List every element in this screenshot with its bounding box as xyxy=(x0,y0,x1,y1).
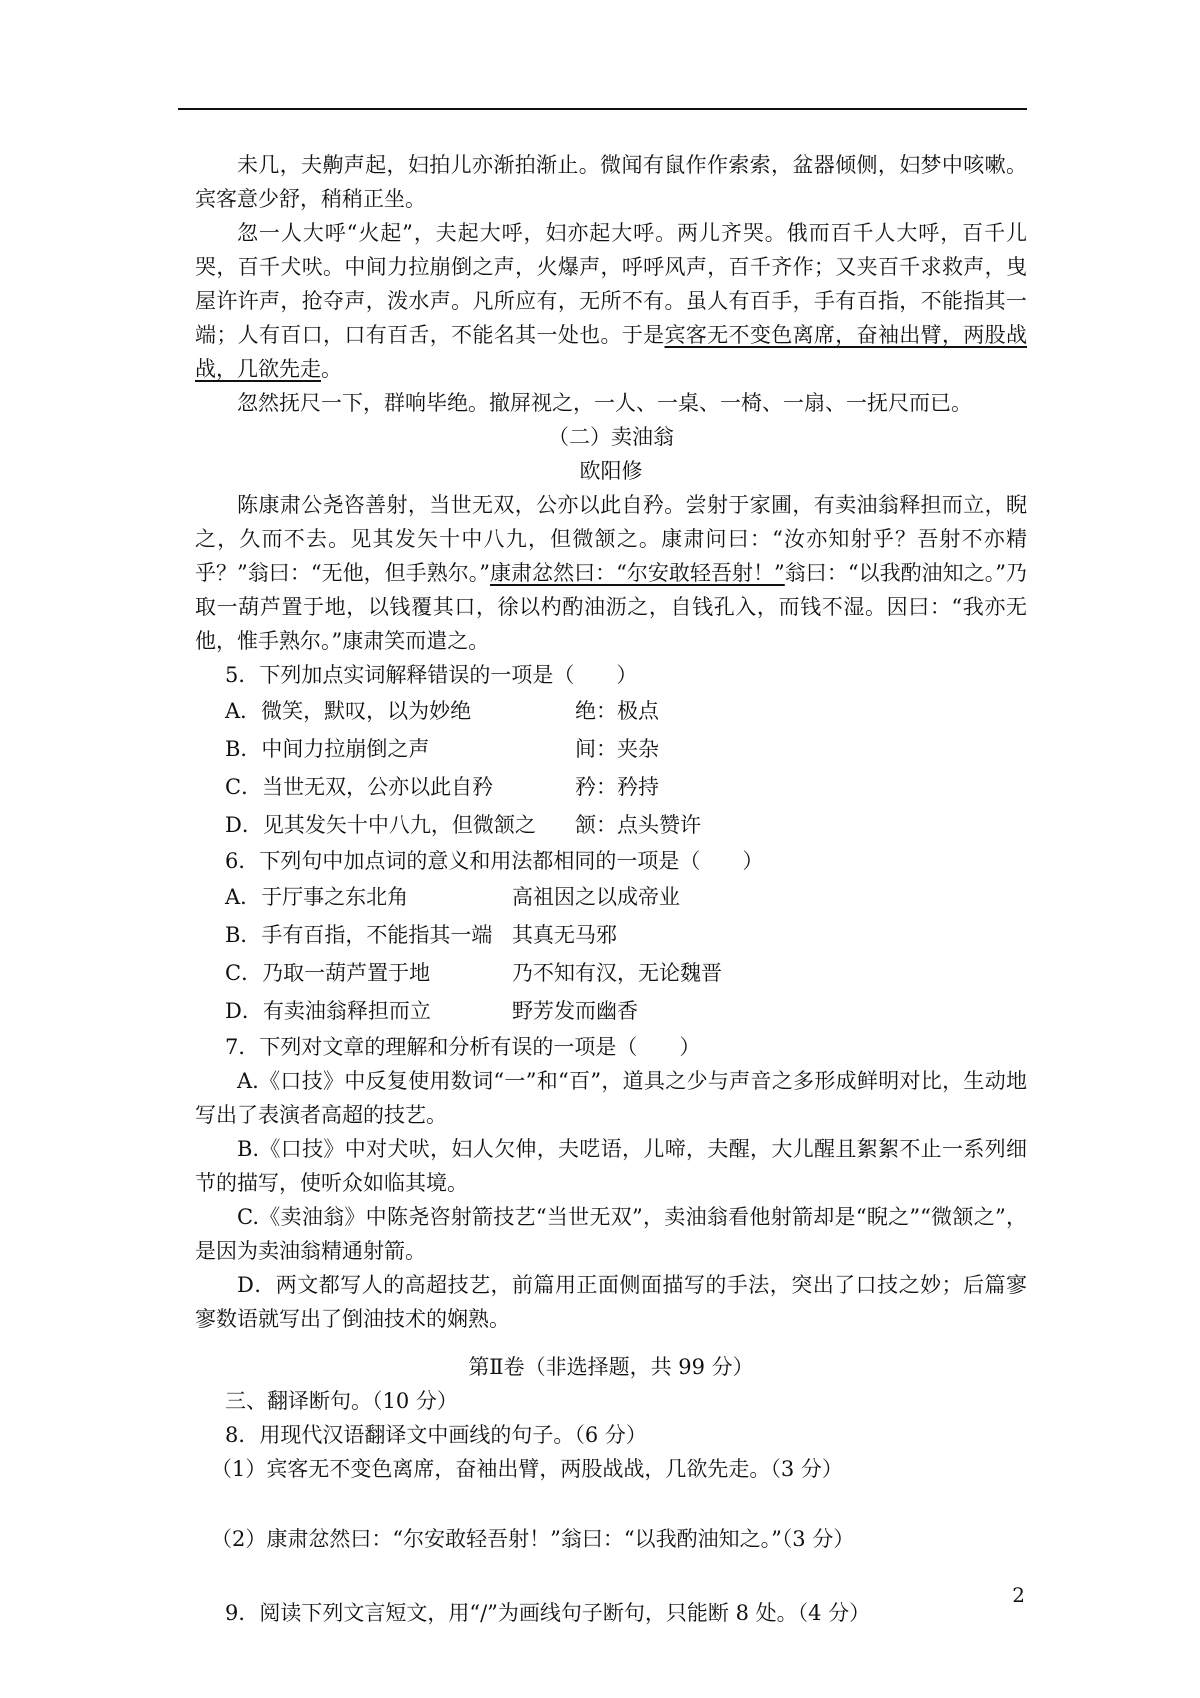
option-text: D．见其发矢十中八九，但微颔之 xyxy=(225,813,536,837)
option-text: B．手有百指，不能指其一端 xyxy=(225,923,493,947)
question-5-stem: 5．下列加点实词解释错误的一项是（ ） xyxy=(225,663,638,687)
kouji-paragraph-2 xyxy=(195,216,1027,386)
question-7-option-c: C.《卖油翁》中陈尧咨射箭技艺“当世无双”，卖油翁看他射箭却是“睨之”“微颔之”，是因为卖油翁精通射箭。 xyxy=(195,1205,1027,1263)
answer-space-8-1 xyxy=(195,1486,1027,1522)
question-6-stem: 6．下列句中加点词的意义和用法都相同的一项是（ ） xyxy=(225,849,764,873)
option-gloss: 间：夹杂 xyxy=(575,737,659,761)
option-gloss: 其真无马邪 xyxy=(512,923,617,947)
question-8-stem: 8．用现代汉语翻译文中画线的句子。（6 分） xyxy=(225,1423,647,1447)
option-text: D．有卖油翁释担而立 xyxy=(225,999,431,1023)
page-number: 2 xyxy=(1012,1583,1025,1607)
question-7-option-b: B.《口技》中对犬吠，妇人欠伸，夫呓语，儿啼，夫醒，大儿醒且絮絮不止一系列细节的描写，使听众如临其境。 xyxy=(195,1137,1027,1195)
kouji-paragraph-2-text: 忽一人大呼“火起”，夫起大呼，妇亦起大呼。两儿齐哭。俄而百千人大呼，百千儿哭，百千犬吠。中间力拉崩倒之声，火爆声，呼呼风声，百千齐作；又夹百千求救声，曳屋许许声，抢夺声，泼水声。凡所应有，无所不有。虽人有百手，手有百指，不能指其一端；人有百口，口有百舌，不能名其一处也。于是 xyxy=(195,221,1027,347)
question-7-option-a: A.《口技》中反复使用数词“一”和“百”，道具之少与声音之多形成鲜明对比，生动地写出了表演者高超的技艺。 xyxy=(195,1069,1027,1127)
kouji-paragraph-2-end: 。 xyxy=(321,357,342,381)
question-5-option-b xyxy=(195,730,1027,768)
header-rule xyxy=(178,108,1027,110)
option-gloss: 高祖因之以成帝业 xyxy=(512,885,680,909)
part-2-heading: 第Ⅱ卷（非选择题，共 99 分） xyxy=(468,1355,754,1379)
spacer xyxy=(195,1336,1027,1350)
question-9-stem: 9．阅读下列文言短文，用“/”为画线句子断句，只能断 8 处。（4 分） xyxy=(225,1601,871,1625)
option-gloss: 乃不知有汉，无论魏晋 xyxy=(512,961,722,985)
maiyouweng-text-a: 陈康肃公尧咨善射，当世无双，公亦以此自矜。尝射于家圃，有卖油翁释担而立，睨之，久而不去。见其发矢十中八九，但微颔之。康肃问曰：“汝亦知射乎？吾射不亦精乎？”翁曰：“无他，但手熟尔。” xyxy=(195,493,1027,585)
maiyouweng-paragraph xyxy=(195,488,1027,658)
passage-author: 欧阳修 xyxy=(579,459,643,483)
option-gloss: 矜：矜持 xyxy=(575,775,659,799)
question-5-option-c xyxy=(195,768,1027,806)
option-gloss: 颔：点头赞许 xyxy=(575,813,701,837)
underlined-sentence-1: 宾客无不变色离席，奋袖出臂，两股战战，几欲先走 xyxy=(195,323,1028,381)
kouji-paragraph-1: 未几，夫齁声起，妇拍儿亦渐拍渐止。微闻有鼠作作索索，盆器倾侧，妇梦中咳嗽。宾客意少舒，稍稍正坐。 xyxy=(195,153,1027,211)
question-6-option-c xyxy=(195,954,1027,992)
option-text: A．微笑，默叹，以为妙绝 xyxy=(225,699,472,723)
page-content xyxy=(195,148,1027,1630)
question-6-option-d xyxy=(195,992,1027,1030)
underlined-sentence-2: 康肃忿然曰：“尔安敢轻吾射！” xyxy=(490,561,785,585)
question-8-part-2: （2）康肃忿然曰：“尔安敢轻吾射！”翁曰：“以我酌油知之。”（3 分） xyxy=(211,1527,855,1551)
section-3-heading: 三、翻译断句。（10 分） xyxy=(225,1389,458,1413)
option-gloss: 野芳发而幽香 xyxy=(512,999,638,1023)
option-gloss: 绝：极点 xyxy=(575,699,659,723)
question-8-part-1: （1）宾客无不变色离席，奋袖出臂，两股战战，几欲先走。（3 分） xyxy=(211,1457,843,1481)
question-6-option-b xyxy=(195,916,1027,954)
question-7-stem: 7．下列对文章的理解和分析有误的一项是（ ） xyxy=(225,1035,701,1059)
option-text: C．当世无双，公亦以此自矜 xyxy=(225,775,494,799)
question-7-option-d: D．两文都写人的高超技艺，前篇用正面侧面描写的手法，突出了口技之妙；后篇寥寥数语就写出了倒油技术的娴熟。 xyxy=(195,1273,1027,1331)
question-5-option-d xyxy=(195,806,1027,844)
kouji-paragraph-3: 忽然抚尺一下，群响毕绝。撤屏视之，一人、一桌、一椅、一扇、一抚尺而已。 xyxy=(237,391,972,415)
option-text: C．乃取一葫芦置于地 xyxy=(225,961,431,985)
option-text: B．中间力拉崩倒之声 xyxy=(225,737,430,761)
passage-title: （二）卖油翁 xyxy=(548,425,674,449)
answer-space-8-2 xyxy=(195,1556,1027,1596)
option-text: A．于厅事之东北角 xyxy=(225,885,409,909)
maiyouweng-text-b: 翁曰：“以我酌油知之。”乃取一葫芦置于地，以钱覆其口，徐以杓酌油沥之，自钱孔入，而钱不湿。因曰：“我亦无他，惟手熟尔。”康肃笑而遣之。 xyxy=(195,561,1027,653)
question-5-option-a xyxy=(195,692,1027,730)
question-6-option-a xyxy=(195,878,1027,916)
